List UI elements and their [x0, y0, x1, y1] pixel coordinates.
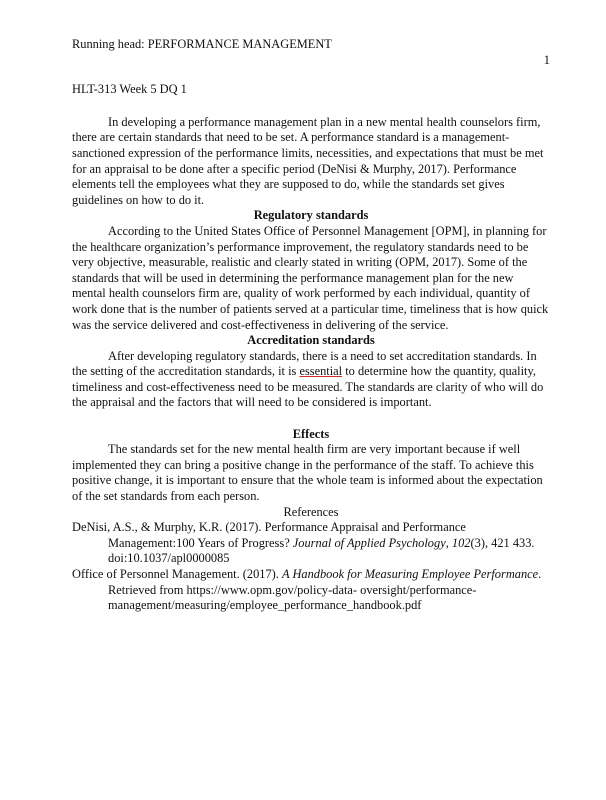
accreditation-heading: Accreditation standards — [247, 333, 375, 348]
course-line: HLT-313 Week 5 DQ 1 — [72, 82, 187, 97]
reference-separator: , — [445, 535, 452, 550]
effects-paragraph: The standards set for the new mental health firm are very important because if well implemented they can bring a positive change in the performance of the staff. To achieve this positive change, it is important to ensure that the whole team is informed about the expectation of the set standards from each person. — [72, 442, 543, 504]
effects-heading: Effects — [292, 426, 330, 441]
references-title: References — [283, 504, 339, 519]
regulatory-paragraph: According to the United States Office of Personnel Management [OPM], in planning for the healthcare organization’s performance improvement, the regulatory standards need to be very objective, measurable, realistic and clearly stated in writing (OPM, 2017). Some of the standards that will be used in determining the performance management plan for the new mental health counselors firm are, quality of work performed by each individual, quantity of work done that is the number of patients served at a particular time, timeliness that is how quick was the service delivered and cost-effectiveness in delivering of the service. — [72, 223, 549, 332]
spellcheck-underlined-word: essential — [299, 364, 343, 379]
accreditation-paragraph — [72, 349, 550, 411]
blank-line — [72, 411, 550, 427]
reference-authors: Office of Personnel Management. (2017). — [72, 567, 283, 581]
reference-entry — [72, 567, 550, 614]
reference-details: . Retrieved from https://www.opm.gov/policy-data- oversight/performance-management/measuring/employee_performance_handbook.pdf — [108, 567, 542, 613]
accreditation-text-before: After developing regulatory standards, there is a need to set accreditation standards. In the setting of the accreditation standards, it is — [72, 348, 537, 379]
reference-entry — [72, 520, 550, 567]
reference-authors: DeNisi, A.S., & Murphy, K.R. (2017). Performance Appraisal and Performance Management:100 Years of Progress? — [72, 520, 466, 550]
reference-details: (3), 421 433. doi:10.1037/apl0000085 — [108, 535, 535, 566]
page-number: 1 — [543, 52, 550, 67]
regulatory-heading: Regulatory standards — [253, 208, 369, 223]
reference-volume: 102 — [451, 535, 471, 550]
accreditation-text-after: to determine how the quantity, quality, timeliness and cost-effectiveness need to be measured. The standards are clarity of who will do the appraisal and the factors that will need to be considered is important. — [72, 364, 544, 410]
intro-paragraph: In developing a performance management plan in a new mental health counselors firm, there are certain standards that need to be set. A performance standard is a management-sanctioned expression of the performance limits, necessities, and expectations that must be met for an appraisal to be done after a specific period (DeNisi & Murphy, 2017). Performance elements tell the employees what they are supposed to do, while the standards set gives guidelines on how to do it. — [72, 114, 544, 207]
reference-journal: Journal of Applied Psychology — [292, 535, 446, 550]
running-head: Running head: PERFORMANCE MANAGEMENT — [72, 37, 332, 51]
reference-book-title: A Handbook for Measuring Employee Performance — [282, 567, 539, 581]
